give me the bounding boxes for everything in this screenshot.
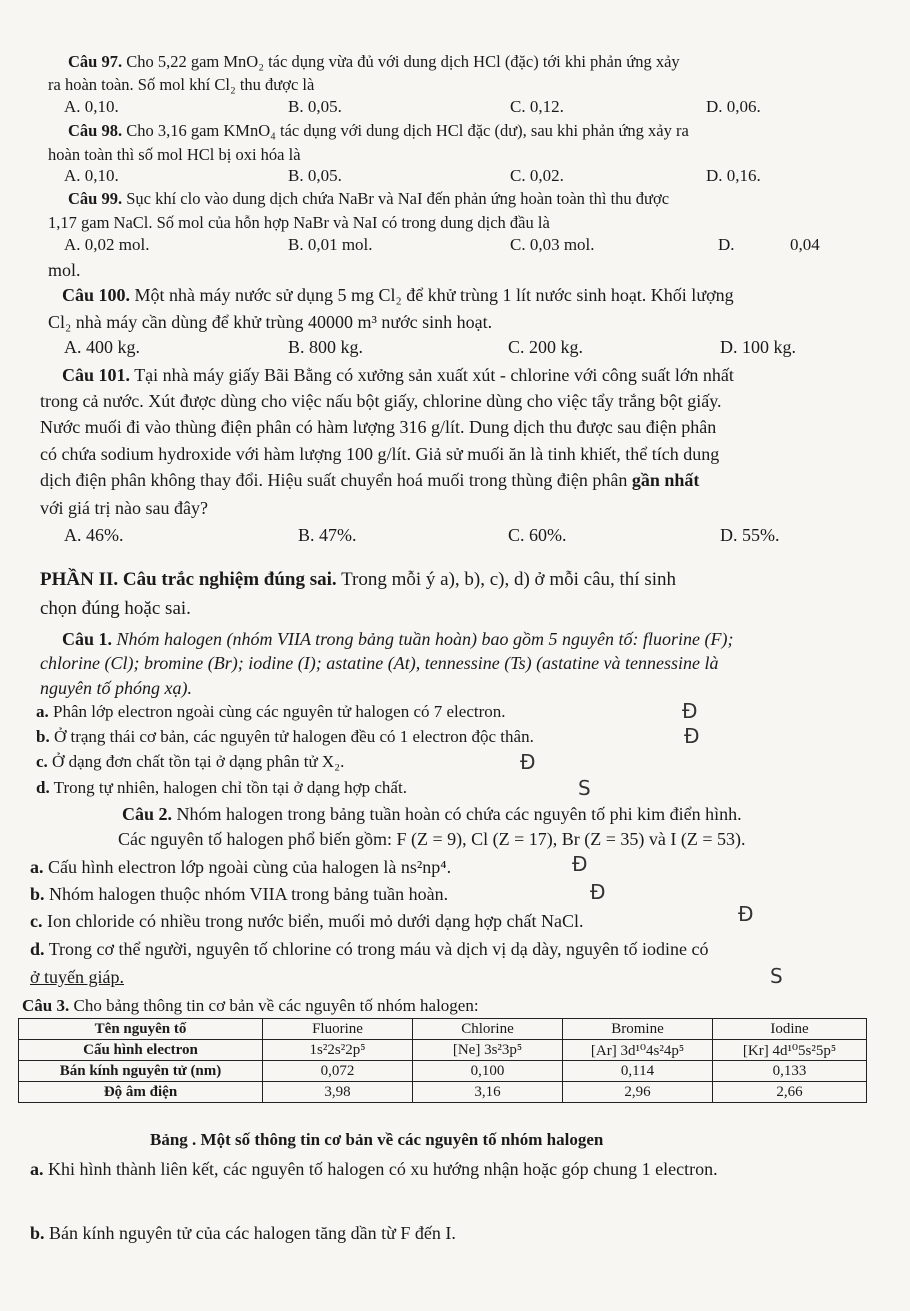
q101-option-a[interactable]: A. 46%. xyxy=(64,525,124,545)
c2-line2: Các nguyên tố halogen phổ biến gồm: F (Z = 9), Cl (Z = 17), Br (Z = 35) và I (Z = 53). xyxy=(118,829,746,849)
q99-option-d[interactable]: D. xyxy=(718,235,735,254)
table-caption: Bảng . Một số thông tin cơ bản về các nguyên tố nhóm halogen xyxy=(150,1130,604,1149)
q97-option-b[interactable]: B. 0,05. xyxy=(288,97,342,116)
c3-statement-a: a. Khi hình thành liên kết, các nguyên tố halogen có xu hướng nhận hoặc góp chung 1 electron. xyxy=(30,1159,718,1179)
c2-statement-b: b. Nhóm halogen thuộc nhóm VIIA trong bảng tuần hoàn. xyxy=(30,884,449,904)
c2-statement-c: c. Ion chloride có nhiều trong nước biển, muối mỏ dưới dạng hợp chất NaCl. xyxy=(30,911,584,931)
table-cell: [Ne] 3s²3p⁵ xyxy=(413,1040,563,1061)
table-cell: 0,114 xyxy=(563,1061,713,1082)
c1-line2: chlorine (Cl); bromine (Br); iodine (I); astatine (At), tennessine (Ts) (astatine và tennessine là xyxy=(40,653,719,673)
q100-option-d[interactable]: D. 100 kg. xyxy=(720,337,796,357)
c1c-handwritten-mark: Đ xyxy=(520,750,536,774)
c2-line1: Câu 2. Nhóm halogen trong bảng tuần hoàn có chứa các nguyên tố phi kim điển hình. xyxy=(122,804,742,824)
q101-options xyxy=(0,525,910,547)
q98-option-a[interactable]: A. 0,10. xyxy=(64,166,119,185)
q97-options xyxy=(0,97,910,119)
part2-heading-line2: chọn đúng hoặc sai. xyxy=(40,598,191,619)
part2-heading: PHẦN II. Câu trắc nghiệm đúng sai. Trong mỗi ý a), b), c), d) ở mỗi câu, thí sinh xyxy=(40,569,677,590)
c2b-handwritten-mark: Đ xyxy=(590,880,606,904)
c2-statement-d-line2: ở tuyến giáp. xyxy=(30,967,124,987)
c1a-handwritten-mark: Đ xyxy=(682,699,698,723)
q100-option-a[interactable]: A. 400 kg. xyxy=(64,337,140,357)
q99-option-c[interactable]: C. 0,03 mol. xyxy=(510,235,595,254)
c3-statement-b: b. Bán kính nguyên tử của các halogen tăng dần từ F đến I. xyxy=(30,1223,456,1243)
c2-statement-a: a. Cấu hình electron lớp ngoài cùng của halogen là ns²np⁴. xyxy=(30,857,452,877)
q99-options xyxy=(0,235,910,257)
c1-line3: nguyên tố phóng xạ). xyxy=(40,678,192,698)
c2a-handwritten-mark: Đ xyxy=(572,852,588,876)
c1-statement-c: c. Ở dạng đơn chất tồn tại ở dạng phân tử X₂. xyxy=(36,752,345,771)
table-cell: 3,16 xyxy=(413,1082,563,1103)
table-header-cell: Fluorine xyxy=(263,1019,413,1040)
q97-line2: ra hoàn toàn. Số mol khí Cl₂ thu được là xyxy=(48,75,315,94)
q98-line1: Câu 98. Cho 3,16 gam KMnO₄ tác dụng với dung dịch HCl đặc (dư), sau khi phản ứng xảy ra xyxy=(68,121,689,140)
table-row xyxy=(19,1040,867,1061)
c2d-handwritten-mark: S xyxy=(770,964,783,988)
q100-option-b[interactable]: B. 800 kg. xyxy=(288,337,364,357)
table-cell: Bán kính nguyên tử (nm) xyxy=(19,1061,263,1082)
q99-option-b[interactable]: B. 0,01 mol. xyxy=(288,235,373,254)
c1b-handwritten-mark: Đ xyxy=(684,724,700,748)
q101-option-c[interactable]: C. 60%. xyxy=(508,525,567,545)
q99-line3: mol. xyxy=(48,260,81,280)
q101-option-b[interactable]: B. 47%. xyxy=(298,525,357,545)
table-cell: 0,072 xyxy=(263,1061,413,1082)
q97-option-a[interactable]: A. 0,10. xyxy=(64,97,119,116)
table-cell: 2,66 xyxy=(713,1082,867,1103)
table-row xyxy=(19,1082,867,1103)
q98-option-d[interactable]: D. 0,16. xyxy=(706,166,761,185)
q101-line2: trong cả nước. Xút được dùng cho việc nấu bột giấy, chlorine dùng cho việc tẩy trắng bột giấy. xyxy=(40,391,722,411)
table-cell: [Ar] 3d¹⁰4s²4p⁵ xyxy=(563,1040,713,1061)
c1d-handwritten-mark: S xyxy=(578,776,591,800)
table-cell: 0,100 xyxy=(413,1061,563,1082)
q101-line5: dịch điện phân không thay đổi. Hiệu suất chuyển hoá muối trong thùng điện phân gần nhất xyxy=(40,470,700,490)
table-cell: [Kr] 4d¹⁰5s²5p⁵ xyxy=(713,1040,867,1061)
table-header-cell: Bromine xyxy=(563,1019,713,1040)
q98-options xyxy=(0,166,910,188)
q98-option-c[interactable]: C. 0,02. xyxy=(510,166,564,185)
table-row xyxy=(19,1061,867,1082)
table-cell: 3,98 xyxy=(263,1082,413,1103)
table-header-row xyxy=(19,1019,867,1040)
q101-line4: có chứa sodium hydroxide với hàm lượng 100 g/lít. Giả sử muối ăn là tinh khiết, thể tích dung xyxy=(40,444,720,464)
table-header-cell: Chlorine xyxy=(413,1019,563,1040)
table-header-cell: Iodine xyxy=(713,1019,867,1040)
c1-statement-d: d. Trong tự nhiên, halogen chỉ tồn tại ở dạng hợp chất. xyxy=(36,778,407,797)
q98-option-b[interactable]: B. 0,05. xyxy=(288,166,342,185)
c1-statement-b: b. Ở trạng thái cơ bản, các nguyên tử halogen đều có 1 electron độc thân. xyxy=(36,727,534,746)
table-cell: 0,133 xyxy=(713,1061,867,1082)
q97-line1: Câu 97. Cho 5,22 gam MnO₂ tác dụng vừa đủ với dung dịch HCl (đặc) tới khi phản ứng xảy xyxy=(68,52,680,71)
q100-line2: Cl₂ nhà máy cần dùng để khử trùng 40000 m³ nước sinh hoạt. xyxy=(48,312,493,332)
q99-line2: 1,17 gam NaCl. Số mol của hỗn hợp NaBr và NaI có trong dung dịch đầu là xyxy=(48,213,550,232)
q101-option-d[interactable]: D. 55%. xyxy=(720,525,780,545)
table-cell: 2,96 xyxy=(563,1082,713,1103)
q97-option-c[interactable]: C. 0,12. xyxy=(510,97,564,116)
c1-line1: Câu 1. Nhóm halogen (nhóm VIIA trong bảng tuần hoàn) bao gồm 5 nguyên tố: fluorine (F); xyxy=(62,629,734,649)
table-header-cell: Tên nguyên tố xyxy=(19,1019,263,1040)
q101-line3: Nước muối đi vào thùng điện phân có hàm lượng 316 g/lít. Dung dịch thu được sau điện phân xyxy=(40,417,717,437)
c1-statement-a: a. Phân lớp electron ngoài cùng các nguyên tử halogen có 7 electron. xyxy=(36,702,506,721)
q101-line6: với giá trị nào sau đây? xyxy=(40,498,208,518)
q99-option-a[interactable]: A. 0,02 mol. xyxy=(64,235,150,254)
c3-intro: Câu 3. Cho bảng thông tin cơ bản về các nguyên tố nhóm halogen: xyxy=(22,996,479,1015)
q99-option-d-value: 0,04 xyxy=(790,235,820,254)
q100-line1: Câu 100. Một nhà máy nước sử dụng 5 mg Cl₂ để khử trùng 1 lít nước sinh hoạt. Khối lượng xyxy=(62,285,734,305)
table-cell: Cấu hình electron xyxy=(19,1040,263,1061)
c2-statement-d: d. Trong cơ thể người, nguyên tố chlorine có trong máu và dịch vị dạ dày, nguyên tố iodine có xyxy=(30,939,709,959)
q99-line1: Câu 99. Sục khí clo vào dung dịch chứa NaBr và NaI đến phản ứng hoàn toàn thì thu được xyxy=(68,189,670,208)
halogen-table xyxy=(18,1018,867,1103)
table-cell: Độ âm điện xyxy=(19,1082,263,1103)
table-cell: 1s²2s²2p⁵ xyxy=(263,1040,413,1061)
q101-line1: Câu 101. Tại nhà máy giấy Bãi Bằng có xưởng sản xuất xút - chlorine với công suất lớn nhất xyxy=(62,365,734,385)
q97-option-d[interactable]: D. 0,06. xyxy=(706,97,761,116)
q100-options xyxy=(0,337,910,359)
q100-option-c[interactable]: C. 200 kg. xyxy=(508,337,584,357)
c2c-handwritten-mark: Đ xyxy=(738,902,754,926)
q98-line2: hoàn toàn thì số mol HCl bị oxi hóa là xyxy=(48,145,301,164)
